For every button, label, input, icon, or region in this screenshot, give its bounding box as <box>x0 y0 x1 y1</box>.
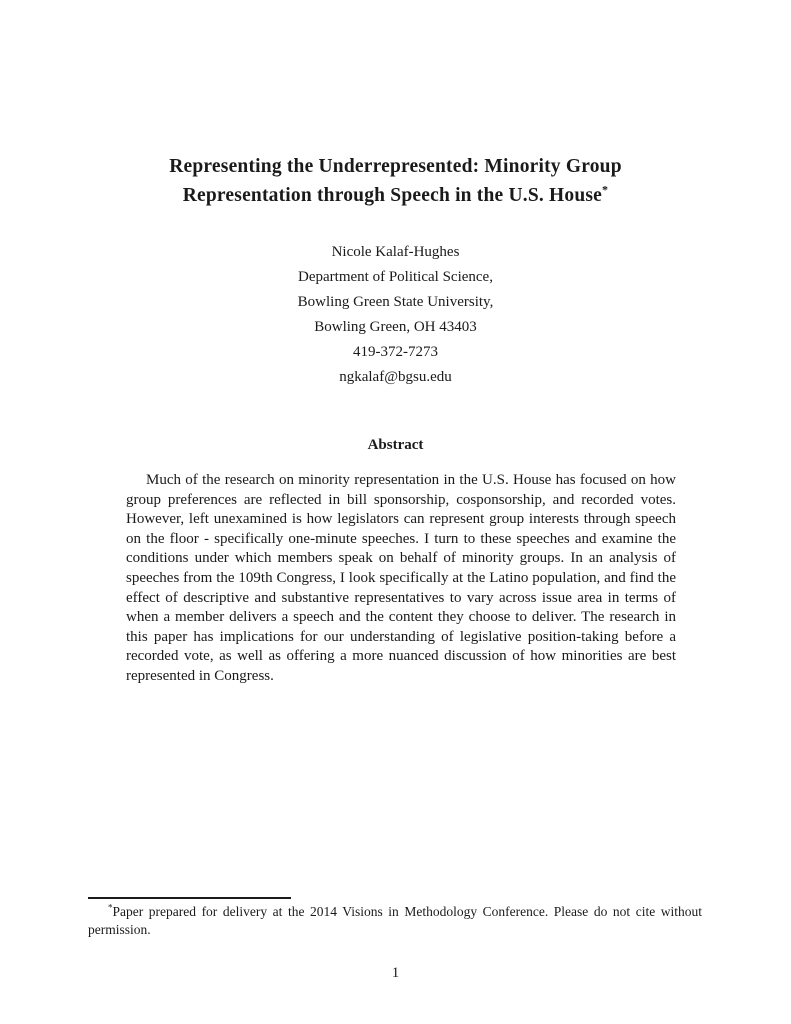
footnote-marker: * <box>108 902 113 913</box>
abstract-text: Much of the research on minority representation in the U.S. House has focused on how group preferences are reflected in bill sponsorship, cosponsorship, and recorded votes. However, left unexamined is how legislators can represent group interests through speech on the floor - specifically one-minute speeches. I turn to these speeches and examine the conditions under which members speak on behalf of minority groups. In an analysis of speeches from the 109th Congress, I look specifically at the Latino population, and find the effect of descriptive and substantive representatives to vary across issue area in terms of when a member delivers a speech and the content they choose to deliver. The research in this paper has implications for our understanding of legislative position-taking before a recorded vote, as well as offering a more nuanced discussion of how minorities are best represented in Congress. <box>126 472 676 684</box>
footnote-text <box>88 903 702 938</box>
author-block <box>0 240 791 390</box>
title-footnote-marker: * <box>602 182 609 197</box>
author-email: ngkalaf@bgsu.edu <box>339 369 452 385</box>
paper-title <box>0 152 791 210</box>
paper-title-line2: Representation through Speech in the U.S. House <box>182 185 603 206</box>
paper-title-line1: Representing the Underrepresented: Minority Group <box>169 156 622 177</box>
abstract-heading: Abstract <box>367 437 424 453</box>
footnote-rule <box>88 897 291 899</box>
footnote-body: Paper prepared for delivery at the 2014 Visions in Methodology Conference. Please do not cite without permission. <box>88 904 702 937</box>
page-number: 1 <box>391 965 400 981</box>
author-department: Department of Political Science, <box>298 269 493 285</box>
author-city: Bowling Green, OH 43403 <box>314 319 477 335</box>
author-name: Nicole Kalaf-Hughes <box>331 244 460 260</box>
author-phone: 419-372-7273 <box>353 344 438 360</box>
paper-title-block <box>0 152 791 210</box>
author-university: Bowling Green State University, <box>297 294 494 310</box>
